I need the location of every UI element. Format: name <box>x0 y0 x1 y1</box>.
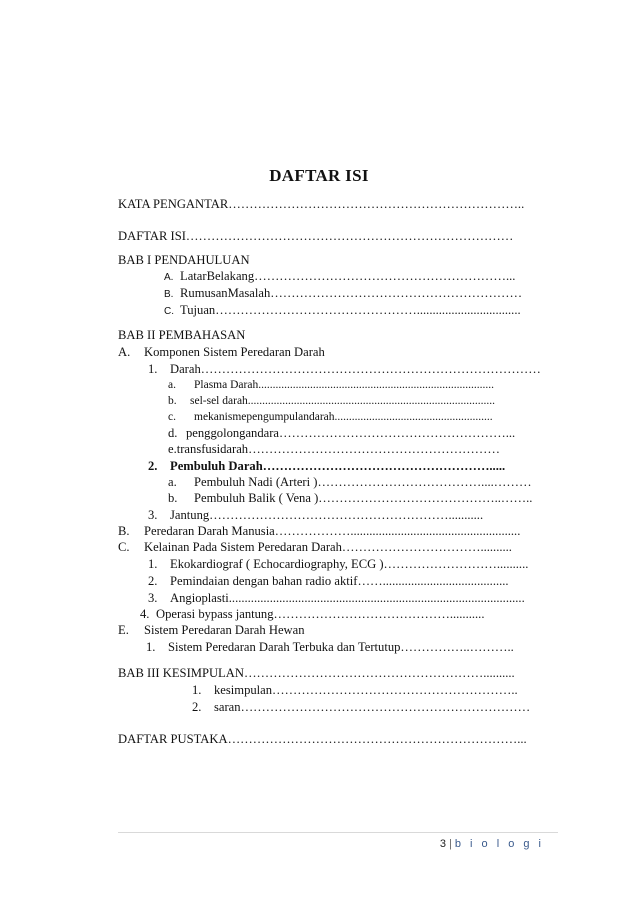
page-footer <box>440 838 544 850</box>
item-marker: c. <box>168 411 176 423</box>
item-marker: 4. <box>140 607 150 621</box>
item-marker: 3. <box>148 591 158 605</box>
footer-separator: | <box>449 838 452 850</box>
item-marker: 2. <box>192 700 202 714</box>
toc-kata-pengantar: KATA PENGANTAR…………………………………………………………….. <box>118 197 525 211</box>
item-text: saran…………………………………………………………… <box>214 700 531 714</box>
bab2-heading: BAB II PEMBAHASAN <box>118 328 246 342</box>
toc-section-c <box>118 539 512 555</box>
item-marker: E. <box>118 623 129 637</box>
item-text: mekanismepengumpulandarah....................................................... <box>194 411 493 423</box>
toc-daftar-pustaka: DAFTAR PUSTAKA……………………………………………………………... <box>118 732 527 746</box>
item-marker: 1. <box>148 362 158 376</box>
item-marker: 1. <box>148 557 158 571</box>
item-marker: 2. <box>148 459 158 473</box>
item-text: Jantung…………………………………………………........... <box>170 508 484 522</box>
item-marker: a. <box>168 379 176 391</box>
toc-item <box>168 393 495 409</box>
item-text: Plasma Darah.................................................................................. <box>194 379 494 391</box>
item-marker: a. <box>168 475 177 489</box>
item-marker: C. <box>118 540 130 554</box>
toc-daftar-isi: DAFTAR ISI…………………………………………………………………… <box>118 229 514 243</box>
toc-item <box>192 699 530 715</box>
toc-item <box>148 573 509 589</box>
toc-section-a <box>118 344 325 360</box>
item-text: RumusanMasalah…………………………………………………… <box>180 286 523 300</box>
item-text: Tujuan…………………………………………................................. <box>180 303 521 317</box>
toc-section-e <box>118 622 305 638</box>
page-title: DAFTAR ISI <box>269 166 369 185</box>
item-marker: b. <box>168 491 178 505</box>
item-marker: B. <box>118 524 130 538</box>
item-marker: 1. <box>146 640 156 654</box>
toc-item <box>148 590 525 606</box>
item-marker: B. <box>164 289 174 300</box>
item-text: Peredaran Darah Manusia………………...................................................... <box>144 524 521 538</box>
item-text: Komponen Sistem Peredaran Darah <box>144 345 325 359</box>
item-text: kesimpulan………………………………………………….. <box>214 683 518 697</box>
toc-item <box>168 377 494 393</box>
item-text: Pembuluh Balik ( Vena )……………………………………..…….. <box>194 491 533 505</box>
item-marker: b. <box>168 395 177 407</box>
item-text: penggolongandara………………………………………………... <box>186 426 516 440</box>
item-text: Sistem Peredaran Darah Hewan <box>144 623 305 637</box>
item-marker: 2. <box>148 574 158 588</box>
item-text: Sistem Peredaran Darah Terbuka dan Tertutup……………..……….. <box>168 640 514 654</box>
page-number: 3 <box>439 838 446 850</box>
toc-item <box>168 474 532 490</box>
footer-label: b i o l o g i <box>454 838 544 850</box>
toc-item <box>164 285 522 303</box>
item-marker: C. <box>164 306 174 317</box>
footer-divider <box>118 832 558 833</box>
toc-item <box>192 682 518 698</box>
item-text: Pembuluh Nadi (Arteri )…………………………………....……… <box>194 475 532 489</box>
item-text: e.transfusidarah…………………………………………………… <box>168 442 500 456</box>
toc-item <box>164 268 515 286</box>
toc-section-b <box>118 523 520 539</box>
toc-item <box>140 606 484 622</box>
item-text: Pemindaian dengan bahan radio aktif……........................................ <box>170 574 509 588</box>
item-text: Pembuluh Darah………………………………………………..... <box>170 459 506 473</box>
toc-item <box>148 458 505 474</box>
item-text: Angioplasti.............................................................................................. <box>170 591 525 605</box>
item-text: Kelainan Pada Sistem Peredaran Darah…………………………….......... <box>144 540 512 554</box>
item-text: LatarBelakang……………………………………………………... <box>180 269 516 283</box>
bab3-heading: BAB III KESIMPULAN………………………………………………….......... <box>118 666 515 680</box>
toc-item <box>148 556 528 572</box>
item-text: Ekokardiograf ( Echocardiography, ECG )……………………….......... <box>170 557 529 571</box>
toc-item <box>168 441 500 457</box>
item-text: Operasi bypass jantung……………………………………........... <box>156 607 485 621</box>
item-text: Darah……………………………………………………………………… <box>170 362 541 376</box>
item-text: sel-sel darah...................................................................................... <box>190 395 496 407</box>
toc-item <box>168 490 532 506</box>
item-marker: d. <box>168 426 178 440</box>
toc-item <box>168 409 493 425</box>
toc-item <box>168 425 515 441</box>
item-marker: A. <box>118 345 131 359</box>
toc-item <box>164 302 521 320</box>
bab1-heading: BAB I PENDAHULUAN <box>118 253 250 267</box>
item-marker: A. <box>164 272 174 283</box>
item-marker: 3. <box>148 508 158 522</box>
toc-item <box>148 507 483 523</box>
toc-item <box>148 361 541 377</box>
toc-item <box>146 639 514 655</box>
item-marker: 1. <box>192 683 202 697</box>
